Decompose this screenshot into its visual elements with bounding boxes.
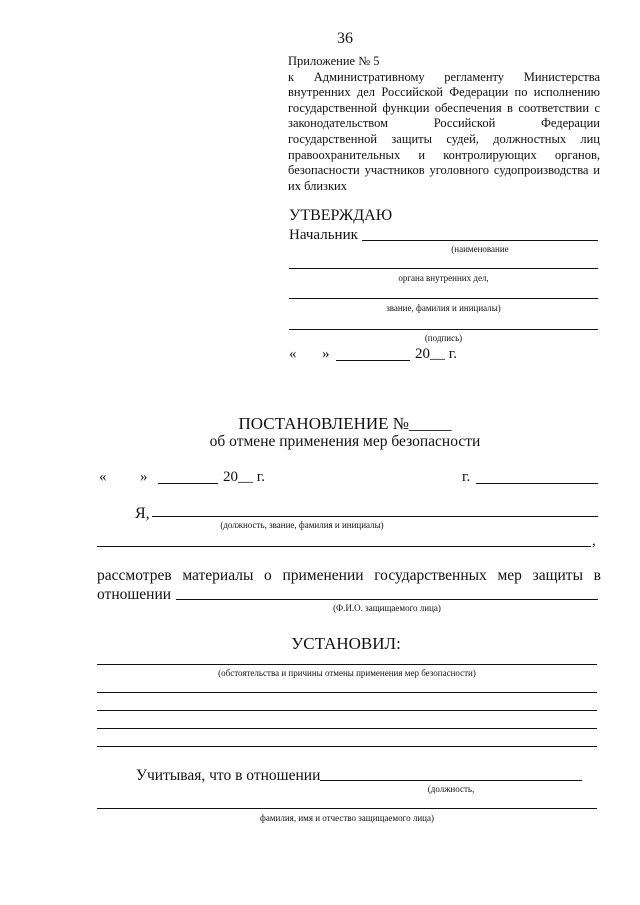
- approval-month-line[interactable]: [336, 360, 410, 361]
- caption-name: (наименование: [451, 244, 509, 254]
- regarding-label: отношении: [97, 586, 172, 603]
- resolution-date-close-quote: »: [140, 469, 148, 485]
- caption-protected: (Ф.И.О. защищаемого лица): [333, 603, 441, 613]
- established-heading: УСТАНОВИЛ:: [291, 634, 401, 653]
- agency-line[interactable]: [289, 268, 598, 269]
- approval-date-year: 20__ г.: [415, 346, 457, 362]
- caption-position-2: (должность,: [427, 784, 475, 794]
- caption-position: (должность, звание, фамилия и инициалы): [220, 520, 384, 530]
- page-number: 36: [337, 30, 353, 47]
- official-line[interactable]: [152, 516, 598, 517]
- city-line[interactable]: [476, 483, 598, 484]
- chief-name-line[interactable]: [362, 240, 598, 241]
- circumstances-line-5[interactable]: [97, 746, 597, 747]
- i-label: Я,: [135, 505, 150, 522]
- official-line-2[interactable]: [97, 546, 591, 547]
- approval-date-open-quote: «: [289, 346, 297, 362]
- caption-agency: органа внутренних дел,: [398, 273, 489, 283]
- position-line[interactable]: [320, 780, 582, 781]
- approval-heading: УТВЕРЖДАЮ: [289, 207, 393, 224]
- trailing-comma: ,: [592, 533, 596, 549]
- resolution-month-line[interactable]: [158, 483, 218, 484]
- resolution-date-year: 20__ г.: [223, 469, 265, 485]
- city-label: г.: [462, 469, 471, 485]
- approval-date-close-quote: »: [322, 346, 330, 362]
- taking-into-account-text: Учитывая, что в отношении: [136, 767, 321, 784]
- caption-signature: (подпись): [424, 333, 463, 343]
- resolution-subtitle: об отмене применения мер безопасности: [209, 433, 481, 450]
- circumstances-line-2[interactable]: [97, 692, 597, 693]
- annex-header: [288, 54, 600, 194]
- circumstances-line-4[interactable]: [97, 728, 597, 729]
- resolution-title: ПОСТАНОВЛЕНИЕ №_____: [238, 414, 452, 433]
- circumstances-line-3[interactable]: [97, 710, 597, 711]
- caption-rank: звание, фамилия и инициалы): [386, 303, 501, 313]
- circumstances-line-1[interactable]: [97, 664, 597, 665]
- annex-body: к Административному регламенту Министерства внутренних дел Российской Федерации по исполнению государственной функции обеспечения в соответствии с законодательством Российской Федерации государственной защиты судей, должностных лиц правоохранительных и контролирующих органов, безопасности участников уголовного судопроизводства и их близких: [288, 69, 600, 193]
- chief-label: Начальник: [289, 227, 358, 243]
- protected-person-line[interactable]: [176, 599, 598, 600]
- resolution-date-open-quote: «: [99, 469, 107, 485]
- signature-line[interactable]: [289, 329, 598, 330]
- caption-fullname: фамилия, имя и отчество защищаемого лица): [260, 813, 434, 823]
- rank-line[interactable]: [289, 298, 598, 299]
- considering-text: рассмотрев материалы о применении государственных мер защиты в: [97, 567, 601, 584]
- annex-title: Приложение № 5: [288, 54, 380, 68]
- caption-circumstances: (обстоятельства и причины отмены применения мер безопасности): [218, 668, 476, 678]
- fullname-line[interactable]: [97, 808, 597, 809]
